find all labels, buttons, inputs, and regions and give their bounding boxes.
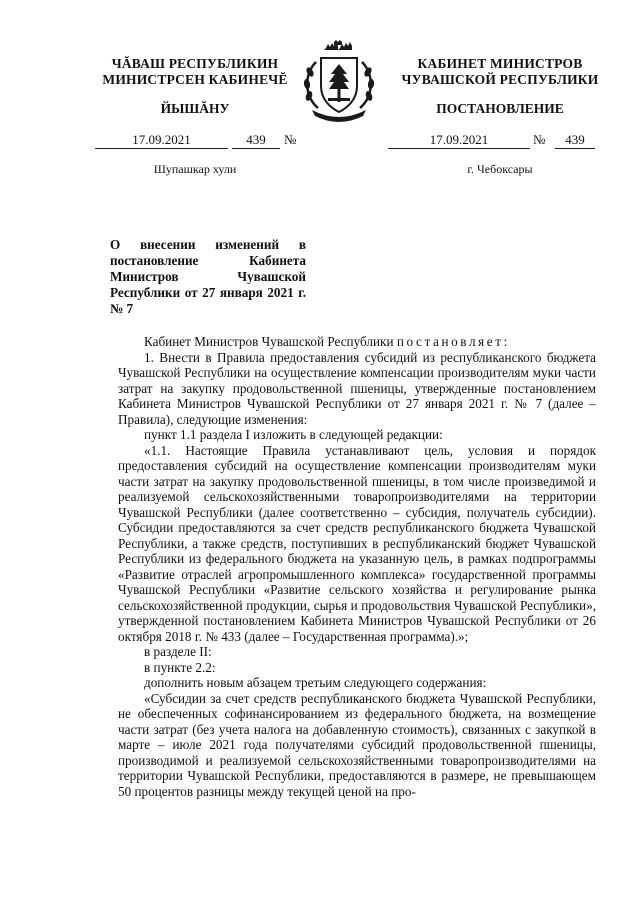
document-title: О внесении изменений в постановление Кабинета Министров Чувашской Республики от 27 января 2021 г. № 7 bbox=[110, 237, 306, 316]
left-date: 17.09.2021 bbox=[132, 132, 191, 147]
left-number-sign: № bbox=[284, 132, 297, 147]
body-paragraph: в разделе II: bbox=[144, 644, 212, 659]
left-city: Шупашкар хули bbox=[153, 162, 237, 176]
left-header-line1: ЧĂВАШ РЕСПУБЛИКИН bbox=[111, 56, 279, 71]
right-number-sign: № bbox=[533, 132, 546, 147]
left-header-line2: МИНИСТРСЕН КАБИНЕЧĔ bbox=[102, 72, 288, 87]
body-paragraph: пункт 1.1 раздела I изложить в следующей редакции: bbox=[144, 427, 443, 442]
chuvash-coat-of-arms-icon bbox=[298, 40, 380, 122]
document-body bbox=[118, 334, 596, 799]
right-header-line1: КАБИНЕТ МИНИСТРОВ bbox=[417, 56, 583, 71]
body-paragraph: 1. Внести в Правила предоставления субсидий из республиканского бюджета Чувашской Республики на осуществление компенсации производителям муки части затрат на закупку продовольственной пшеницы, утвержденные постановлением Кабинета Министров Чувашской Республики от 27 января 2021 г. № 7 (далее – Правила), следующие изменения: bbox=[118, 349, 596, 427]
intro-text: Кабинет Министров Чувашской Республики bbox=[144, 334, 397, 349]
body-paragraph: в пункте 2.2: bbox=[144, 659, 216, 675]
intro-paragraph bbox=[118, 334, 596, 350]
right-doc-type: ПОСТАНОВЛЕНИЕ bbox=[436, 101, 564, 116]
body-paragraph: «1.1. Настоящие Правила устанавливают цель, условия и порядок предоставления субсидий на осуществление компенсации производителям муки части затрат на закупку продовольственной пшеницы, в том числе произведимой и реализуемой сельскохозяйственными товаропроизводителями на территории Чувашской Республики (далее соответственно – субсидия, получатель субсидии). Субсидии предоставляются за счет средств республиканского бюджета Чувашской Республики, а также средств, поступивших в республиканский бюджет Чувашской Республики из федерального бюджета на указанную цель, в рамках подпрограммы «Развитие отраслей агропромышленного комплекса» государственной программы Чувашской Республики «Развитие сельского хозяйства и регулирование рынка сельскохозяйственной продукции, сырья и продовольствия Чувашской Республики», утвержденной постановлением Кабинета Министров Чувашской Республики от 26 октября 2018 г. № 433 (далее – Государственная программа).»; bbox=[118, 442, 596, 644]
right-number: 439 bbox=[565, 132, 585, 147]
left-doc-type: ЙЫШĂНУ bbox=[160, 101, 230, 116]
right-header-line2: ЧУВАШСКОЙ РЕСПУБЛИКИ bbox=[401, 72, 599, 87]
left-number: 439 bbox=[246, 132, 266, 147]
body-paragraph: дополнить новым абзацем третьим следующего содержания: bbox=[144, 675, 487, 690]
body-paragraph: «Субсидии за счет средств республиканского бюджета Чувашской Республики, не обеспеченных софинансированием из федерального бюджета, на возмещение части затрат (без учета налога на добавленную стоимость), связанных с закупкой в марте – июле 2021 года получателями субсидий продовольственной пшеницы, производимой и реализуемой сельскохозяйственными товаропроизводителями на территории Чувашской Республики, предоставляются в размере, не превышающем 50 процентов разницы между текущей ценой на про- bbox=[118, 690, 596, 799]
right-city: г. Чебоксары bbox=[467, 162, 533, 176]
right-date: 17.09.2021 bbox=[429, 132, 489, 147]
intro-spaced-text: постановляет: bbox=[396, 334, 510, 349]
